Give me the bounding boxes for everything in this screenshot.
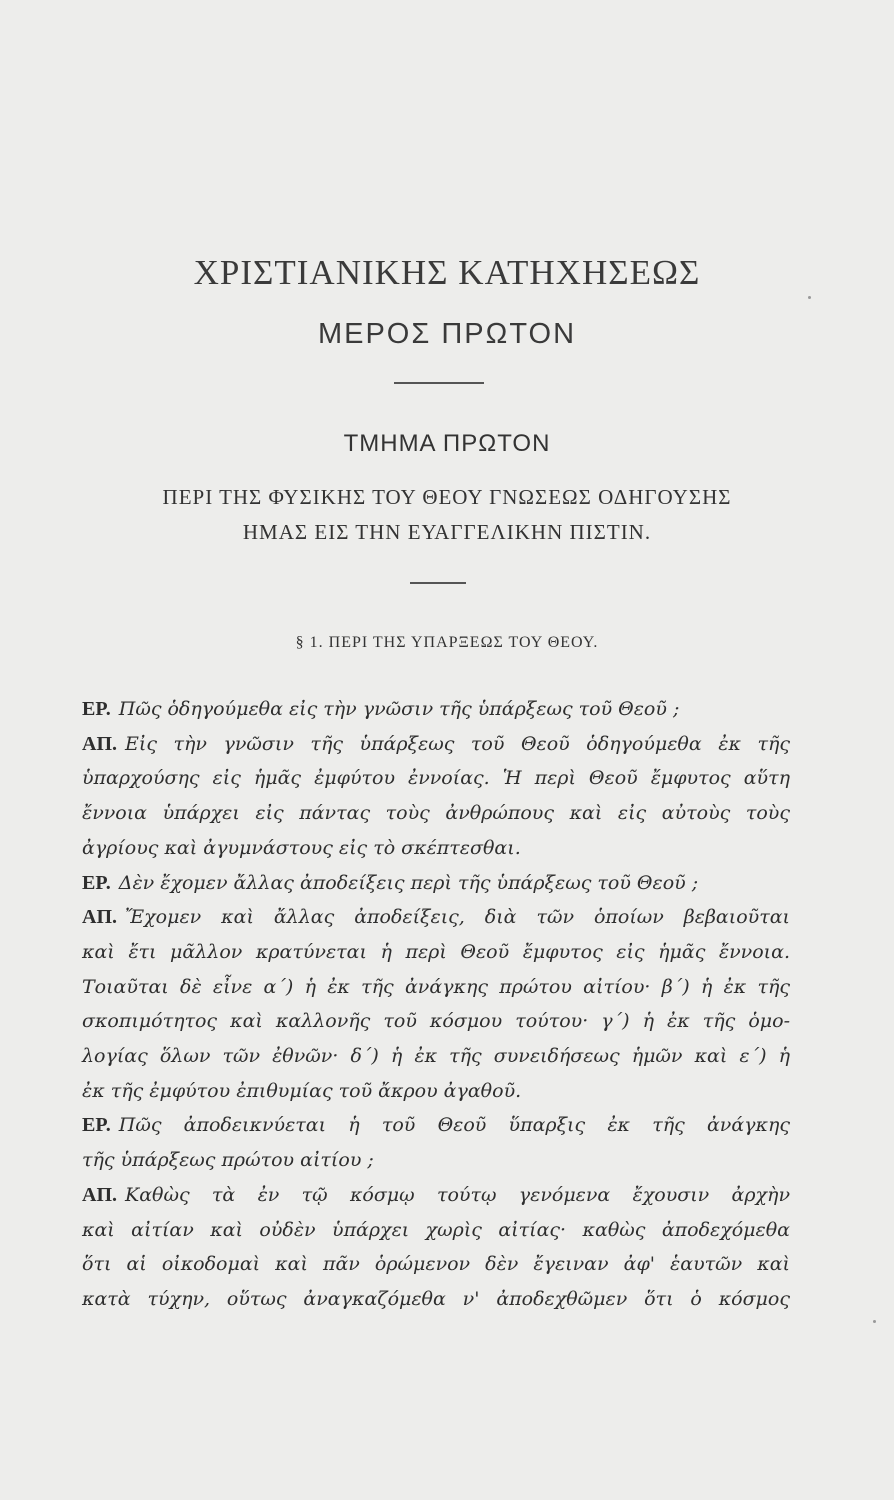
document-subtitle: ΜΕΡΟΣ ΠΡΩΤΟΝ (317, 318, 577, 350)
line-text: Πῶς ἀποδεικνύεται ἡ τοῦ Θεοῦ ὕπαρξις ἐκ τῆς ἀνάγκης (118, 1114, 790, 1137)
text-line (82, 733, 790, 756)
line-text: ἐκ τῆς ἐμφύτου ἐπιθυμίας τοῦ ἄκρου ἀγαθοῦ. (82, 1079, 522, 1102)
text-line (82, 1219, 790, 1241)
line-text: ὑπαρχούσης εἰς ἡμᾶς ἐμφύτου ἐννοίας. Ἡ περὶ Θεοῦ ἔμφυτος αὕτη (82, 767, 790, 790)
heading-line-2: ΗΜΑΣ ΕΙΣ ΤΗΝ ΕΥΑΓΓΕΛΙΚΗΝ ΠΙΣΤΙΝ. (242, 520, 652, 544)
line-text: Τοιαῦται δὲ εἶνε α΄) ἡ ἐκ τῆς ἀνάγκης πρώτου αἰτίου· β΄) ἡ ἐκ τῆς (82, 975, 790, 998)
question-label: ΕΡ. (82, 871, 111, 894)
question-label: ΕΡ. (82, 1114, 111, 1137)
line-text: Καθὼς τὰ ἐν τῷ κόσμῳ τούτῳ γενόμενα ἔχουσιν ἀρχὴν (125, 1183, 790, 1206)
text-line (82, 906, 790, 929)
answer-label: ΑΠ. (82, 732, 117, 755)
text-line (82, 1010, 790, 1032)
text-line (82, 698, 790, 721)
line-text: ἀγρίους καὶ ἀγυμνάστους εἰς τὸ σκέπτεσθαι. (82, 836, 521, 859)
text-line (82, 1253, 790, 1275)
answer-label: ΑΠ. (82, 906, 117, 929)
line-text: κατὰ τύχην, οὕτως ἀναγκαζόμεθα ν' ἀποδεχθῶμεν ὅτι ὁ κόσμος (82, 1287, 790, 1310)
text-line (82, 941, 790, 963)
text-line (82, 872, 790, 895)
section-title: ΤΜΗΜΑ ΠΡΩΤΟΝ (343, 430, 551, 457)
line-text: Δὲν ἔχομεν ἄλλας ἀποδείξεις περὶ τῆς ὑπάρξεως τοῦ Θεοῦ ; (118, 871, 699, 894)
line-text: Πῶς ὁδηγούμεθα εἰς τὴν γνῶσιν τῆς ὑπάρξεως τοῦ Θεοῦ ; (118, 698, 680, 720)
text-line (82, 976, 790, 998)
question-label: ΕΡ. (82, 698, 111, 720)
line-text: τῆς ὑπάρξεως πρώτου αἰτίου ; (82, 1149, 374, 1172)
paragraph-title: § 1. ΠΕΡΙ ΤΗΣ ΥΠΑΡΞΕΩΣ ΤΟΥ ΘΕΟΥ. (295, 634, 599, 651)
line-text: ἔννοια ὑπάρχει εἰς πάντας τοὺς ἀνθρώπους καὶ εἰς αὐτοὺς τοὺς (82, 802, 790, 825)
line-text: Ἔχομεν καὶ ἄλλας ἀποδείξεις, διὰ τῶν ὁποίων βεβαιοῦται (125, 906, 790, 929)
answer-label: ΑΠ. (82, 1183, 117, 1206)
line-text: σκοπιμότητος καὶ καλλονῆς τοῦ κόσμου τούτου· γ΄) ἡ ἐκ τῆς ὁμο- (82, 1010, 790, 1033)
divider-rule-top (394, 382, 484, 384)
line-text: λογίας ὅλων τῶν ἐθνῶν· δ΄) ἡ ἐκ τῆς συνειδήσεως ἡμῶν καὶ ε΄) ἡ (82, 1045, 790, 1067)
paper-speck (873, 1320, 876, 1323)
text-line (82, 767, 790, 789)
text-line (82, 1080, 790, 1102)
divider-rule-middle (410, 582, 466, 584)
paper-speck (808, 296, 811, 299)
text-line (82, 802, 790, 824)
text-line (82, 837, 790, 859)
text-line (82, 1288, 790, 1310)
document-title: ΧΡΙΣΤΙΑΝΙΚΗΣ ΚΑΤΗΧΗΣΕΩΣ (193, 253, 701, 292)
line-text: ὅτι αἱ οἰκοδομαὶ καὶ πᾶν ὁρώμενον δὲν ἔγειναν ἀφ' ἑαυτῶν καὶ (82, 1253, 790, 1276)
text-line (82, 1184, 790, 1207)
text-line (82, 1114, 790, 1137)
heading-line-1: ΠΕΡΙ ΤΗΣ ΦΥΣΙΚΗΣ ΤΟΥ ΘΕΟΥ ΓΝΩΣΕΩΣ ΟΔΗΓΟΥΣΗΣ (162, 485, 732, 509)
text-line (82, 1045, 790, 1067)
line-text: Εἰς τὴν γνῶσιν τῆς ὑπάρξεως τοῦ Θεοῦ ὁδηγούμεθα ἐκ τῆς (125, 732, 790, 755)
text-line (82, 1149, 790, 1171)
line-text: καὶ ἔτι μᾶλλον κρατύνεται ἡ περὶ Θεοῦ ἔμφυτος εἰς ἡμᾶς ἔννοια. (82, 940, 790, 963)
line-text: καὶ αἰτίαν καὶ οὐδὲν ὑπάρχει χωρὶς αἰτίας· καθὼς ἀποδεχόμεθα (82, 1218, 790, 1241)
